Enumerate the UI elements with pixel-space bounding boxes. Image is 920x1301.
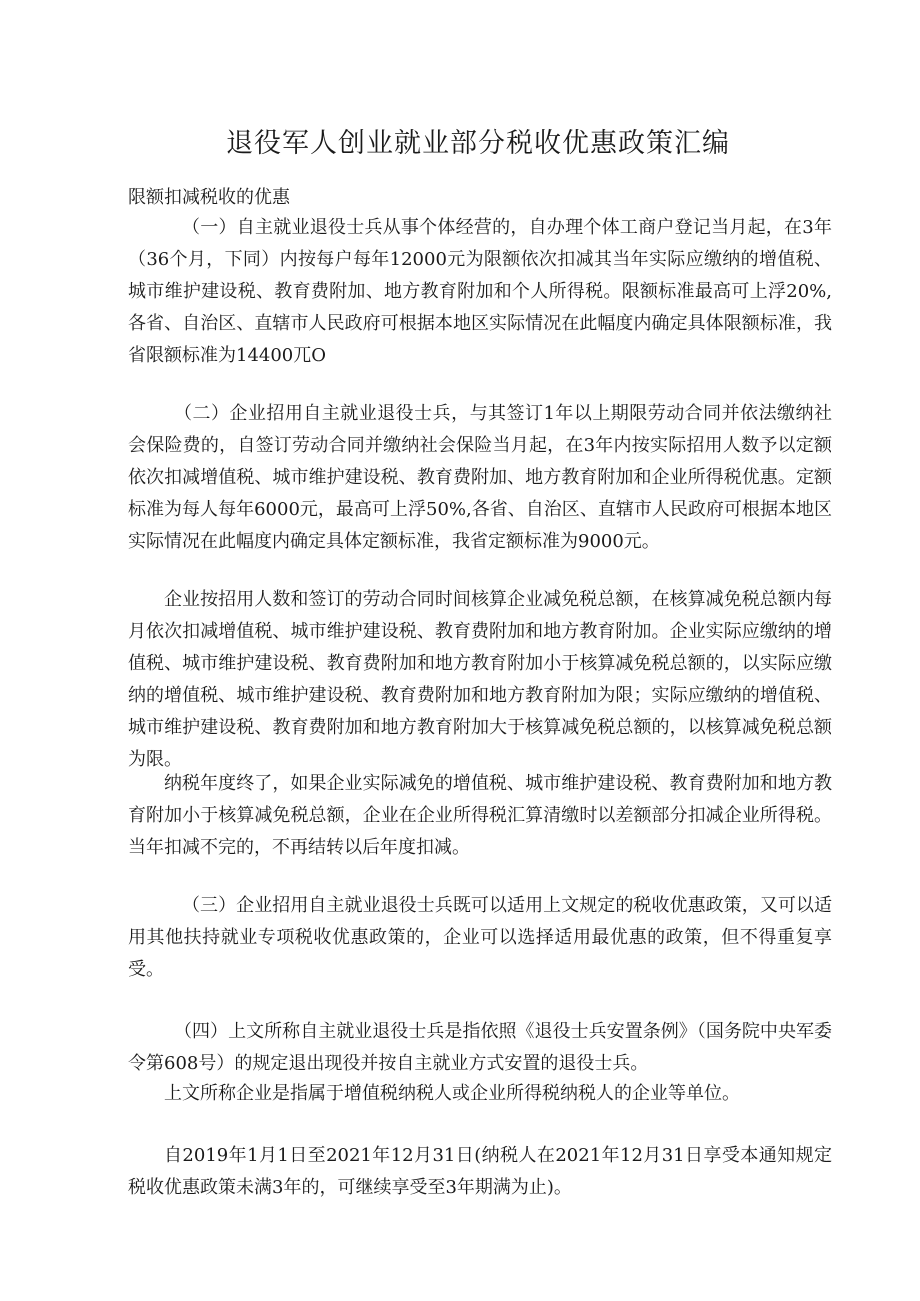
section-heading: 限额扣减税收的优惠 (128, 187, 290, 208)
paragraph-policy-choice: （三）企业招用自主就业退役士兵既可以适用上文规定的税收优惠政策，又可以适用其他扶持就业专项税收优惠政策的，企业可以选择适用最优惠的政策，但不得重复享受。 (128, 895, 832, 980)
document-title: 退役军人创业就业部分税收优惠政策汇编 (226, 128, 730, 159)
paragraph-deduction-calculation: 企业按招用人数和签订的劳动合同时间核算企业减免税总额，在核算减免税总额内每月依次扣减增值税、城市维护建设税、教育费附加和地方教育附加。企业实际应缴纳的增值税、城市维护建设税、教育费附加和地方教育附加小于核算减免税总额的，以实际应缴纳的增值税、城市维护建设税、教育费附加和地方教育附加为限；实际应缴纳的增值税、城市维护建设税、教育费附加和地方教育附加大于核算减免税总额的，以核算减免税总额为限。 (128, 589, 832, 770)
paragraph-validity-period: 自2019年1月1日至2021年12月31日(纳税人在2021年12月31日享受本通知规定税收优惠政策未满3年的，可继续享受至3年期满为止)。 (128, 1145, 832, 1198)
paragraph-year-end: 纳税年度终了，如果企业实际减免的增值税、城市维护建设税、教育费附加和地方教育附加小于核算减免税总额，企业在企业所得税汇算清缴时以差额部分扣减企业所得税。当年扣减不完的，不再结转以后年度扣减。 (128, 773, 832, 858)
paragraph-individual-business: （一）自主就业退役士兵从事个体经营的，自办理个体工商户登记当月起，在3年（36个月，下同）内按每户每年12000元为限额依次扣减其当年实际应缴纳的增值税、城市维护建设税、教育费附加、地方教育附加和个人所得税。限额标准最高可上浮20%,各省、自治区、直辖市人民政府可根据本地区实际情况在此幅度内确定具体限额标准，我省限额标准为14400兀O (128, 217, 832, 366)
paragraph-definition-enterprise: 上文所称企业是指属于增值税纳税人或企业所得税纳税人的企业等单位。 (164, 1083, 740, 1104)
paragraph-enterprise-hiring: （二）企业招用自主就业退役士兵，与其签订1年以上期限劳动合同并依法缴纳社会保险费的，自签订劳动合同并缴纳社会保险当月起，在3年内按实际招用人数予以定额依次扣减增值税、城市维护建设税、教育费附加、地方教育附加和企业所得税优惠。定额标准为每人每年6000元，最高可上浮50%,各省、自治区、直辖市人民政府可根据本地区实际情况在此幅度内确定具体定额标准，我省定额标准为9000元。 (128, 403, 832, 552)
paragraph-definition-soldiers: （四）上文所称自主就业退役士兵是指依照《退役士兵安置条例》（国务院中央军委令第608号）的规定退出现役并按自主就业方式安置的退役士兵。 (128, 1021, 832, 1074)
